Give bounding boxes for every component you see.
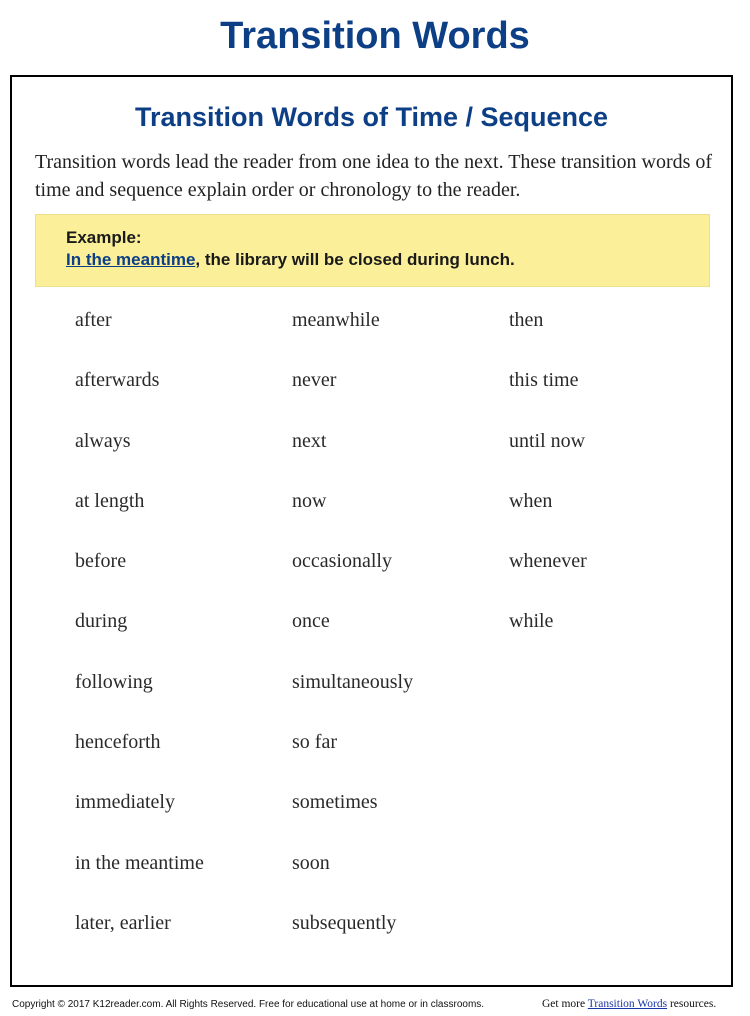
transition-words-link[interactable]: Transition Words <box>587 998 668 1010</box>
word-item: simultaneously <box>292 670 414 693</box>
word-column-3 <box>509 307 719 669</box>
word-column-2 <box>292 307 502 970</box>
word-item: occasionally <box>292 550 392 573</box>
word-item: following <box>75 670 153 693</box>
word-item: soon <box>292 851 330 874</box>
word-item: when <box>509 489 553 512</box>
word-item: sometimes <box>292 791 378 814</box>
word-item: later, earlier <box>75 911 171 934</box>
worksheet-subtitle: Transition Words of Time / Sequence <box>134 102 609 132</box>
example-highlight-phrase: In the meantime <box>66 250 196 269</box>
word-item: next <box>292 429 327 452</box>
page-title: Transition Words <box>220 15 530 57</box>
more-resources-prefix: Get more <box>542 998 588 1010</box>
word-item: meanwhile <box>292 309 380 331</box>
intro-paragraph: Transition words lead the reader from one idea to the next. These transition words of time and sequence explain order or chronology to the reader. <box>35 151 713 201</box>
word-item: this time <box>509 369 579 392</box>
word-column-1 <box>75 307 285 970</box>
word-item: subsequently <box>292 911 397 934</box>
word-item: once <box>292 610 330 633</box>
worksheet-frame <box>10 75 733 987</box>
example-sentence <box>66 249 515 271</box>
word-item: until now <box>509 429 586 452</box>
word-item: henceforth <box>75 731 161 754</box>
word-item: whenever <box>509 550 587 573</box>
copyright-notice: Copyright © 2017 K12reader.com. All Rights Reserved. Free for educational use at home or in classrooms. <box>12 999 485 1010</box>
word-item: never <box>292 369 337 392</box>
word-item: while <box>509 610 554 633</box>
word-item: in the meantime <box>75 851 204 874</box>
more-resources-note <box>542 997 716 1011</box>
example-label: Example: <box>66 228 142 247</box>
more-resources-suffix: resources. <box>667 998 717 1010</box>
word-item: afterwards <box>75 369 160 392</box>
example-box <box>35 214 710 287</box>
word-item: before <box>75 550 127 573</box>
word-item: during <box>75 610 128 633</box>
word-item: after <box>75 309 112 331</box>
word-item: immediately <box>75 791 175 814</box>
word-item: now <box>292 489 327 512</box>
word-item: always <box>75 429 131 452</box>
word-item: so far <box>292 731 337 754</box>
word-item: then <box>509 309 544 331</box>
word-item: at length <box>75 489 145 512</box>
example-sentence-rest: , the library will be closed during lunch. <box>195 250 515 269</box>
